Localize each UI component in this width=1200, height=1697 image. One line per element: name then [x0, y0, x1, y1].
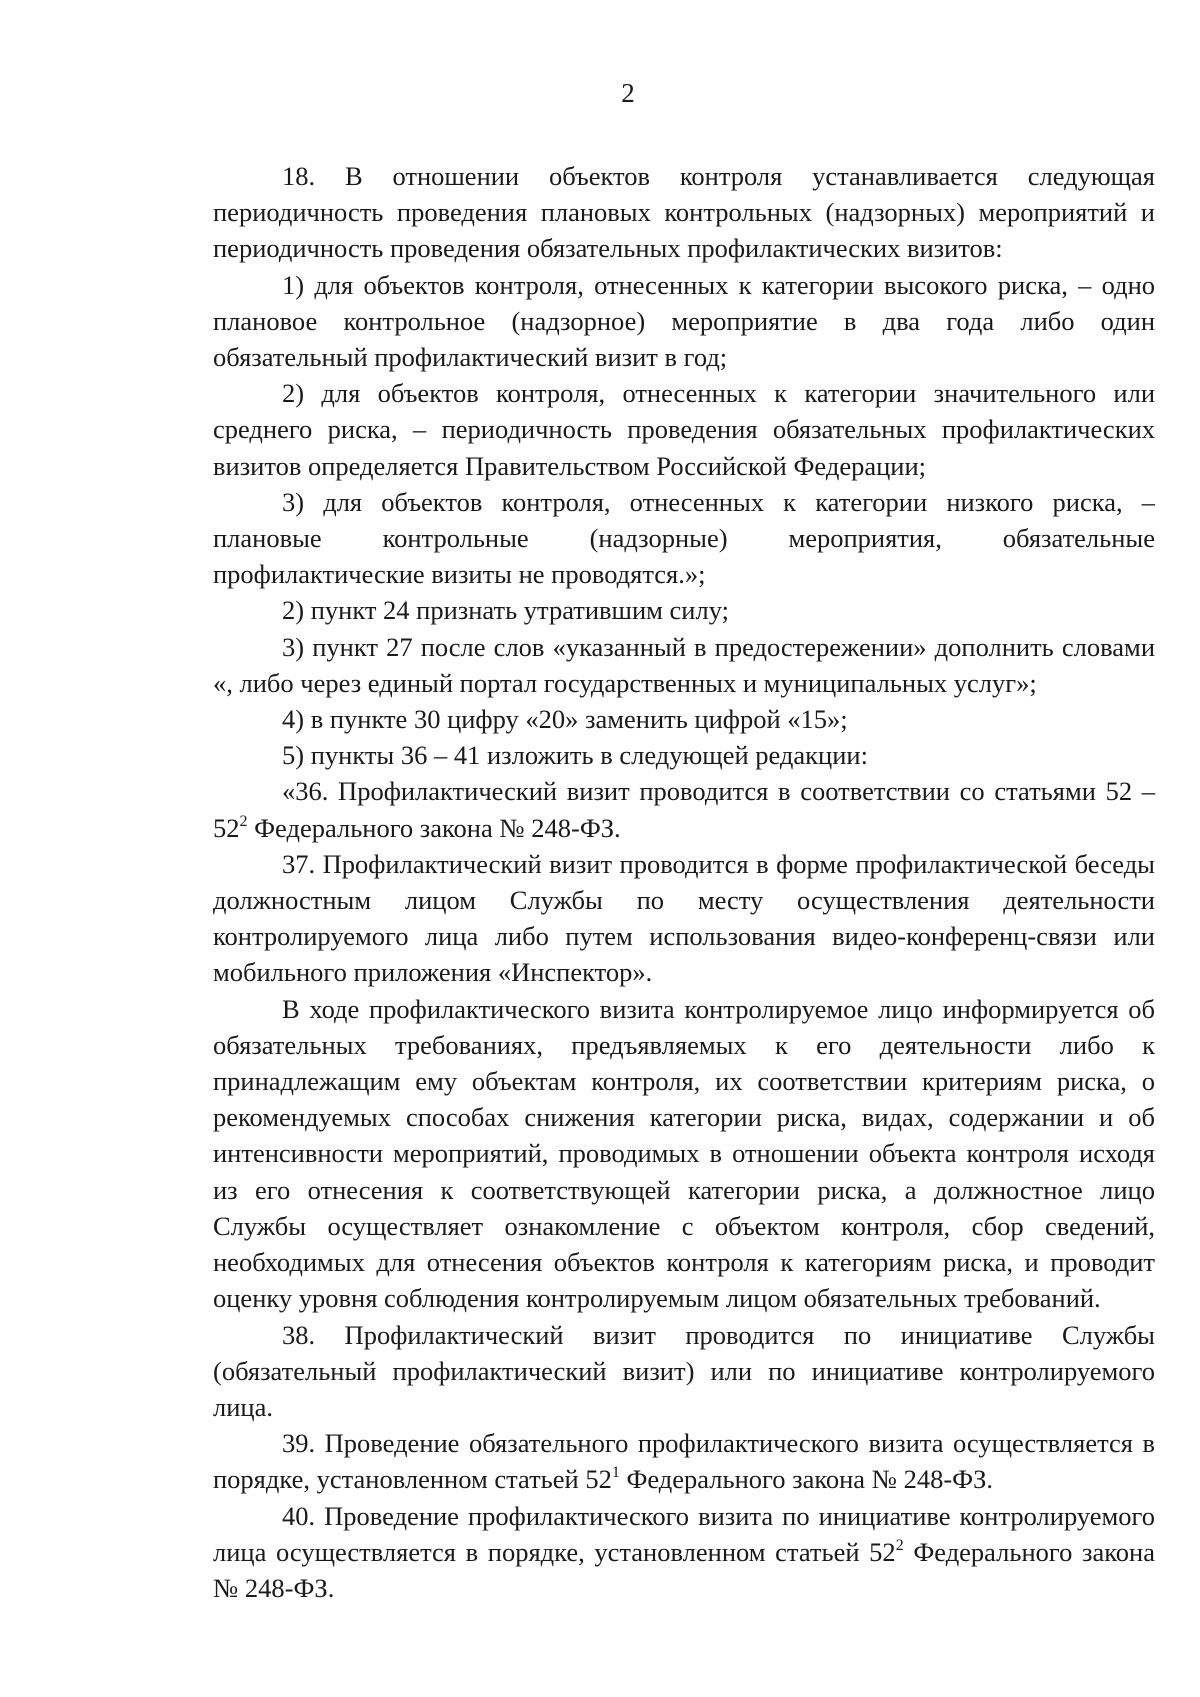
- paragraph-36: [213, 773, 1155, 845]
- paragraph-39-superscript: 1: [611, 1464, 620, 1482]
- paragraph-40-text: 40. Проведение профилактического визита по инициативе контролируемого лица осуществляется в порядке, установленном статьей 52: [213, 1500, 1155, 1567]
- amendment-item-3: 3) пункт 27 после слов «указанный в предостережении» дополнить словами «, либо через единый портал государственных и муниципальных услуг»;: [213, 631, 1155, 698]
- paragraph-37-continued: В ходе профилактического визита контролируемое лицо информируется об обязательных требованиях, предъявляемых к его деятельности либо к принадлежащим ему объектам контроля, их соответствии критериям риска, о рекомендуемых способах снижения категории риска, видах, содержании и об интенсивности мероприятий, проводимых в отношении объекта контроля исходя из его отнесения к соответствующей категории риска, а должностное лицо Службы осуществляет ознакомление с объектом контроля, сбор сведений, необходимых для отнесения объектов контроля к категориям риска, и проводит оценку уровня соблюдения контролируемым лицом обязательных требований.: [213, 993, 1155, 1314]
- paragraph-37: 37. Профилактический визит проводится в форме профилактической беседы должностным лицом Службы по месту осуществления деятельности контролируемого лица либо путем использования видео-конференц-связи или мобильного приложения «Инспектор».: [213, 848, 1155, 988]
- paragraph-36-text: «36. Профилактический визит проводится в соответствии со статьями 52 – 52: [213, 776, 1155, 843]
- page-number: 2: [621, 78, 635, 108]
- paragraph-36-superscript: 2: [239, 812, 248, 830]
- paragraph-39-text-end: Федерального закона № 248-ФЗ.: [619, 1464, 994, 1495]
- paragraph-18-item-1: 1) для объектов контроля, отнесенных к категории высокого риска, – одно плановое контрольное (надзорное) мероприятие в два года либо один обязательный профилактический визит в год;: [213, 269, 1155, 373]
- paragraph-39-text: 39. Проведение обязательного профилактического визита осуществляется в порядке, установленном статьей 52: [213, 1428, 1155, 1495]
- paragraph-40: [213, 1498, 1155, 1607]
- paragraph-18: 18. В отношении объектов контроля устанавливается следующая периодичность проведения плановых контрольных (надзорных) мероприятий и периодичность проведения обязательных профилактических визитов:: [213, 161, 1155, 264]
- paragraph-39: [213, 1425, 1155, 1497]
- paragraph-40-text-end: Федерального закона № 248-ФЗ.: [213, 1536, 1155, 1603]
- amendment-item-2: 2) пункт 24 признать утратившим силу;: [282, 595, 729, 626]
- paragraph-36-text-end: Федерального закона № 248-ФЗ.: [247, 812, 621, 843]
- document-body: [213, 158, 1155, 1606]
- amendment-item-5: 5) пункты 36 – 41 изложить в следующей редакции:: [282, 740, 868, 771]
- paragraph-18-item-3: 3) для объектов контроля, отнесенных к категории низкого риска, – плановые контрольные (надзорные) мероприятия, обязательные профилактические визиты не проводятся.»;: [213, 486, 1155, 590]
- paragraph-18-item-2: 2) для объектов контроля, отнесенных к категории значительного или среднего риска, – периодичность проведения обязательных профилактических визитов определяется Правительством Российской Федерации;: [213, 378, 1155, 481]
- amendment-item-4: 4) в пункте 30 цифру «20» заменить цифрой «15»;: [282, 704, 848, 735]
- paragraph-38: 38. Профилактический визит проводится по инициативе Службы (обязательный профилактический визит) или по инициативе контролируемого лица.: [213, 1319, 1155, 1422]
- paragraph-40-superscript: 2: [895, 1536, 904, 1554]
